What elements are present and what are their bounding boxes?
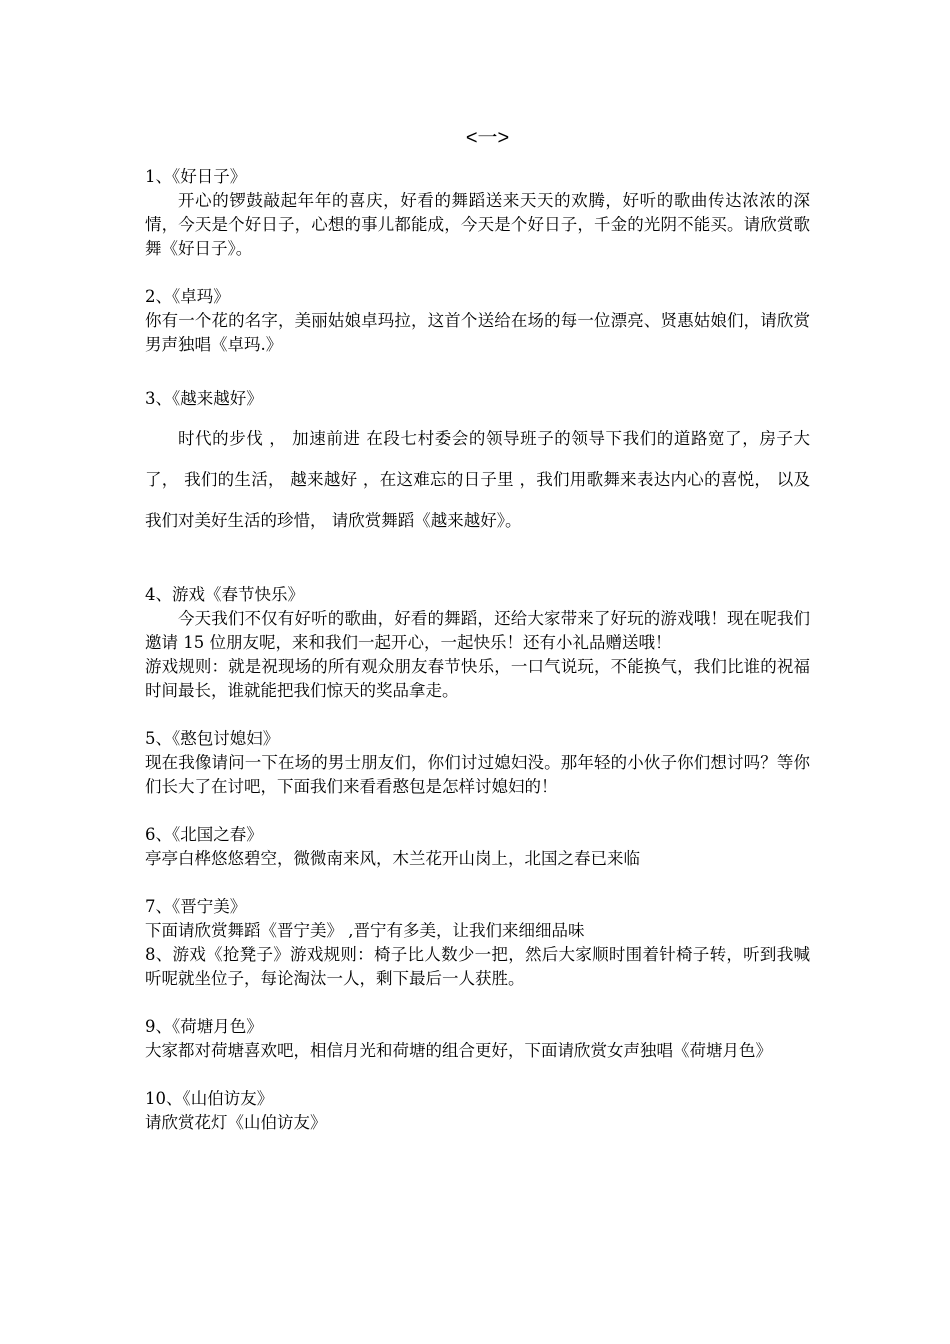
section-heading: 7、《晋宁美》 (145, 897, 247, 916)
section-spacer (145, 871, 810, 895)
section-heading: 9、《荷塘月色》 (145, 1017, 263, 1036)
section-paragraph: 大家都对荷塘喜欢吧，相信月光和荷塘的组合更好，下面请欣赏女声独唱《荷塘月色》 (145, 1041, 772, 1060)
section-4 (145, 583, 810, 703)
section-5 (145, 727, 810, 799)
section-heading: 1、《好日子》 (145, 167, 247, 186)
section-spacer (145, 1063, 810, 1087)
section-9 (145, 1015, 810, 1063)
section-paragraph: 时代的步伐 ， 加速前进 在段七村委会的领导班子的领导下我们的道路宽了，房子大了， 我们的生活， 越来越好 ，在这难忘的日子里 ，我们用歌舞来表达内心的喜悦， 以及我们对美好生活的珍惜， 请欣赏舞蹈《越来越好》。 (145, 429, 810, 530)
section-paragraph: 下面请欣赏舞蹈《晋宁美》 ,晋宁有多美，让我们来细细品味 (145, 921, 585, 940)
document-page (145, 126, 810, 1135)
section-2 (145, 285, 810, 357)
section-heading: 10、《山伯访友》 (145, 1089, 274, 1108)
section-paragraph: 游戏规则：就是祝现场的所有观众朋友春节快乐，一口气说玩，不能换气，我们比谁的祝福时间最长，谁就能把我们惊天的奖品拿走。 (145, 657, 810, 700)
section-spacer (145, 703, 810, 727)
section-paragraph: 开心的锣鼓敲起年年的喜庆，好看的舞蹈送来天天的欢腾，好听的歌曲传达浓浓的深情，今天是个好日子，心想的事儿都能成，今天是个好日子，千金的光阴不能买。请欣赏歌舞《好日子》。 (145, 191, 810, 258)
section-paragraph: 请欣赏花灯《山伯访友》 (145, 1113, 327, 1132)
section-spacer (145, 261, 810, 285)
section-heading: 3、《越来越好》 (145, 389, 263, 408)
section-paragraph: 你有一个花的名字，美丽姑娘卓玛拉，这首个送给在场的每一位漂亮、贤惠姑娘们，请欣赏男声独唱《卓玛.》 (145, 311, 810, 354)
section-6 (145, 823, 810, 871)
section-spacer (145, 799, 810, 823)
document-title: <一> (465, 127, 510, 149)
section-3 (145, 387, 810, 541)
section-heading: 4、游戏《春节快乐》 (145, 585, 304, 604)
section-heading: 2、《卓玛》 (145, 287, 230, 306)
section-spacer (145, 991, 810, 1015)
section-paragraph: 8、游戏《抢凳子》游戏规则：椅子比人数少一把，然后大家顺时围着针椅子转，听到我喊听呢就坐位子，每论淘汰一人，剩下最后一人获胜。 (145, 945, 810, 988)
section-paragraph: 亭亭白桦悠悠碧空，微微南来风，木兰花开山岗上，北国之春已来临 (145, 849, 640, 868)
section-10 (145, 1087, 810, 1135)
section-spacer (145, 357, 810, 387)
section-7 (145, 895, 810, 943)
section-spacer (145, 541, 810, 583)
section-heading: 5、《憨包讨媳妇》 (145, 729, 280, 748)
section-paragraph: 今天我们不仅有好听的歌曲，好看的舞蹈，还给大家带来了好玩的游戏哦！现在呢我们邀请 15 位朋友呢，来和我们一起开心，一起快乐！还有小礼品赠送哦！ (145, 609, 810, 652)
section-8 (145, 943, 810, 991)
section-paragraph: 现在我像请问一下在场的男士朋友们，你们讨过媳妇没。那年轻的小伙子你们想讨吗？等你们长大了在讨吧，下面我们来看看憨包是怎样讨媳妇的！ (145, 753, 810, 796)
section-1 (145, 165, 810, 261)
section-heading: 6、《北国之春》 (145, 825, 263, 844)
